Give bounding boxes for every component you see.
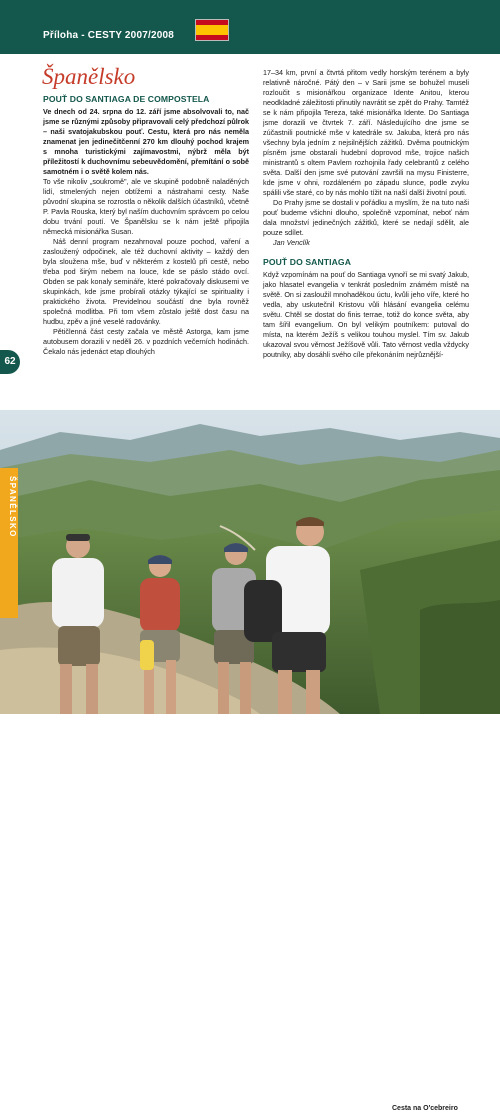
article1-paragraph: Do Prahy jsme se dostali v pořádku a myslím, že na tuto naši pouť budeme všichni dlouho, společně vzpomínat, neboť nám dala množství jedinečných zážitků, které se nedají sdělit, ale pouze sdílet.	[263, 198, 469, 237]
section-title: Španělsko	[42, 64, 136, 89]
side-tab	[0, 468, 18, 618]
article1-paragraph: Pětičlenná část cesty začala ve městě Astorga, kam jsme autobusem dorazili v neděli 26. v pozdních večerních hodinách. Čekalo nás jedenáct etap dlouhých	[43, 327, 249, 356]
photo-caption: Cesta na O'cebreiro	[388, 1104, 462, 1113]
article1-signature: Jan Venclík	[273, 238, 310, 247]
article2-paragraph: Když vzpomínám na pouť do Santiaga vynoří se mi svatý Jakub, jako hlasatel evangelia v tenkrát posledním známém místě na světě. On si zasloužil mnohaděkou úctu, kvůli jeho víře, které ho vedla, aby uskutečnil Kristovu vůli hlásání evangelia celému světu. Chtěl se dostat do finis terrae, totiž do konce světa, aby tam šířil evangelium. On byl velikým poutníkem: putoval do místa, na kterém Ježíš s velikou touhou myslel. Tím sv. Jakub ukazoval svou věrnost Ježíšově vůli. Tato věrnost vedla vždycky poutníky, aby dosáhli svého cíle překonáním nejrůznější-	[263, 270, 469, 359]
side-tab-label: ŠPANĚLSKO	[8, 476, 17, 538]
article1-heading: POUŤ DO SANTIAGA DE COMPOSTELA	[43, 94, 210, 104]
article1-paragraph: To vše nikoliv „soukromě", ale ve skupině podobně naladěných lidí, stmelených nejen obtížemi a nástrahami cesty. Naše původní skupina se rozrostla o několik dalších účastníků, včetně P. Pavla Rouska, který byl naším duchovním správcem po celou dobu trvání poutí. Ve Španělsku se k nám ještě připojila německá misionářka Susan.	[43, 177, 249, 236]
landscape-illustration	[0, 410, 500, 714]
header-title: Příloha - CESTY 2007/2008	[43, 30, 174, 41]
article2-heading: POUŤ DO SANTIAGA	[263, 257, 352, 267]
article1-paragraph: Náš denní program nezahrnoval pouze pochod, vaření a zasloužený odpočinek, ale též duchovní aktivity – každý den byla sloužena mše, buď v některém z kostelů při cestě, nebo třeba pod širým nebem na louce, kde se páslo stádo ovcí. Obden se pak konaly semináře, které pokračovaly diskusemi ve skupinkách, kde jsme probírali otázky týkající se spirituality i praktického života. Previdelnou součástí dne byla rovněž společná modlitba. Při tom všem zůstalo ještě dost času na hudbu, zpěv a jiné veselé radovánky.	[43, 237, 249, 326]
article-column-right	[263, 68, 469, 360]
article1-lead: Ve dnech od 24. srpna do 12. září jsme absolvovali to, nač jsme se různými způsoby připravovali celý předchozí půlrok – naši svatojakubskou pouť. Cestu, která pro nás neměla znamenat jen jedinečitčenní 270 km dlouhý pochod krajem s mnoha turistickými zajímavostmi, nýbrž měla být příležitostí k duchovnímu sebeuvědomění, přemítání o sobě samotném i o světě kolem nás.	[43, 107, 249, 176]
page-number: 62	[0, 350, 20, 374]
page-header	[0, 0, 500, 54]
spain-flag-icon	[195, 19, 229, 41]
article1-paragraph: 17–34 km, první a čtvrtá přitom vedly horským terénem a byly relativně náročné. Pátý den – v Sarii jsme se bohužel museli rozloučit s misionářkou organizace Idente Anitou, kterou neodkladné záležitosti přinutily navrátit se zpět do Prahy. Tamtéž se k nám připojila Tereza, také misionářka Idente. Do Santiaga jsme dorazili ve čtvrtek 7. září. Následujícího dne jsme se zúčastnili poutnické mše v katedrále sv. Jakuba, která pro nás všechny byla jedním z nejsilnějších zážitků. Dvěma poutnickým písněm jsme obstarali hudební doprovod mše, trojice našich ministrantů s oltem Pavlem rozhojnila řady celebrantů z celého světa. Další den jsme své putování završili na mysu Finisterre, kde jsme v ohni, rozdáleném po západu slunce, podle zvyku spálili vše staré, co by nás mohlo tížit na naší další životní pouti.	[263, 68, 469, 197]
hikers-photo	[0, 410, 500, 1112]
article-column-left	[43, 94, 249, 357]
